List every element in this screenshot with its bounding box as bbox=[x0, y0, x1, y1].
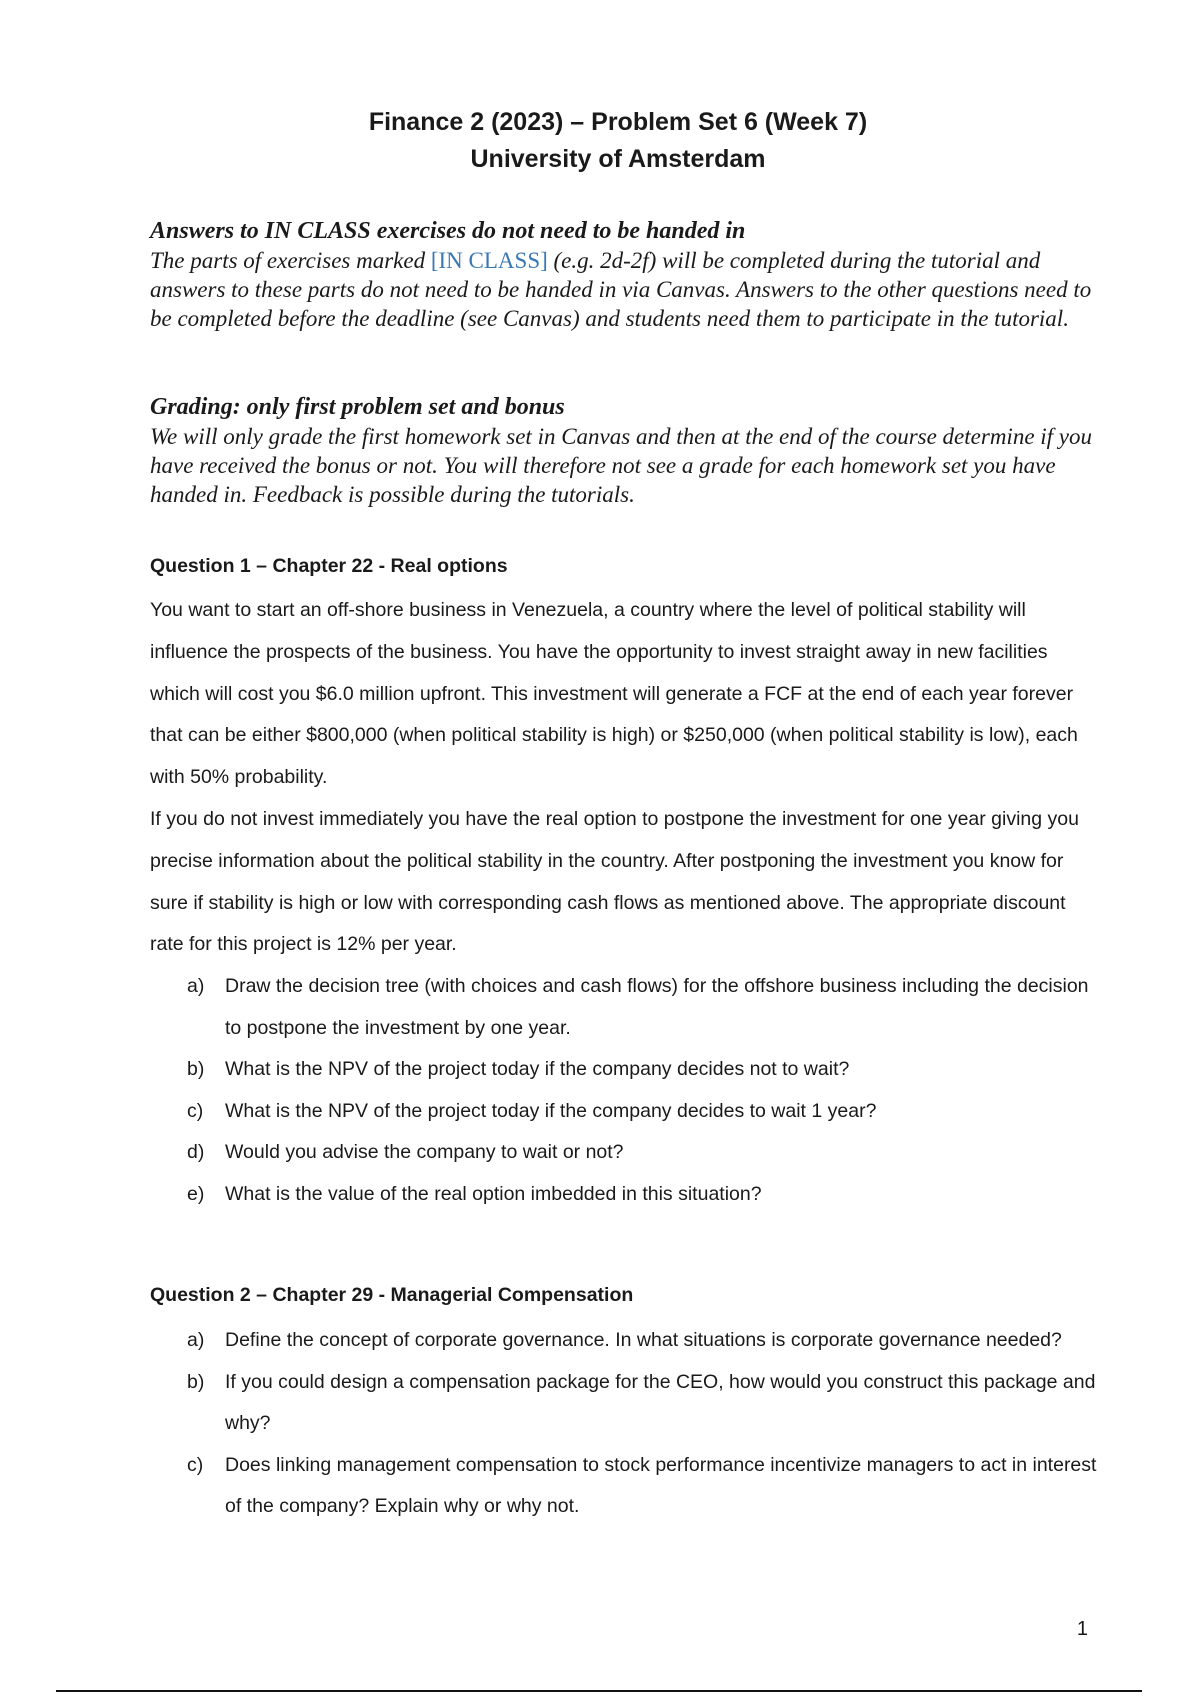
title-line-1: Finance 2 (2023) – Problem Set 6 (Week 7) bbox=[368, 108, 868, 136]
page-number: 1 bbox=[1076, 1618, 1088, 1640]
subquestion-text: Does linking management compensation to stock performance incentivize managers to act in interest of the company? Explain why or why not. bbox=[225, 1453, 1097, 1517]
subquestion-item bbox=[150, 1445, 1100, 1528]
question-2 bbox=[150, 1282, 1100, 1528]
grading-note-text: We will only grade the first homework set in Canvas and then at the end of the course determine if you have received the bonus or not. You will therefore not see a grade for each homework set you have handed in. Feedback is possible during the tutorials. bbox=[150, 424, 1093, 507]
subquestion-label: b) bbox=[187, 1370, 205, 1393]
subquestion-label: c) bbox=[187, 1099, 204, 1122]
subquestion-item bbox=[150, 1091, 1100, 1133]
subquestion-label: d) bbox=[187, 1141, 205, 1164]
subquestion-item bbox=[150, 1049, 1100, 1091]
subquestion-item bbox=[150, 1362, 1100, 1445]
subquestion-label: a) bbox=[187, 1329, 205, 1351]
subquestion-text: What is the NPV of the project today if the company decides not to wait? bbox=[225, 1058, 850, 1081]
footer-divider bbox=[56, 1690, 1142, 1692]
subquestion-text: Would you advise the company to wait or not? bbox=[225, 1141, 624, 1164]
subquestion-label: c) bbox=[187, 1453, 204, 1476]
document-title bbox=[0, 104, 1200, 178]
question-1-heading: Question 1 – Chapter 22 - Real options bbox=[150, 555, 508, 577]
subquestion-label: e) bbox=[187, 1182, 205, 1205]
question-1-subquestions bbox=[150, 966, 1100, 1215]
subquestion-item bbox=[150, 1132, 1100, 1174]
subquestion-text: What is the value of the real option imbedded in this situation? bbox=[225, 1182, 762, 1205]
subquestion-label: a) bbox=[187, 975, 205, 998]
in-class-note-text-start: The parts of exercises marked bbox=[150, 248, 431, 273]
title-line-2: University of Amsterdam bbox=[470, 145, 766, 173]
subquestion-text: If you could design a compensation package for the CEO, how would you construct this package and why? bbox=[225, 1370, 1096, 1434]
grading-note-heading: Grading: only first problem set and bonus bbox=[150, 394, 565, 420]
in-class-note-heading: Answers to IN CLASS exercises do not need to be handed in bbox=[150, 218, 746, 244]
in-class-note-text bbox=[150, 246, 1100, 333]
in-class-note-text-end: (e.g. 2d-2f) will be completed during the tutorial and answers to these parts do not need to be handed in via Canvas. Answers to the other questions need to be completed before the deadline (see Canvas) and students need them to participate in the tutorial. bbox=[150, 248, 1092, 331]
question-1-paragraph-2: If you do not invest immediately you have the real option to postpone the investment for one year giving you precise information about the political stability in the country. After postponing the investment you know for sure if stability is high or low with corresponding cash flows as mentioned above. The appropriate discount rate for this project is 12% per year. bbox=[150, 807, 1079, 956]
subquestion-text: Define the concept of corporate governance. In what situations is corporate governance needed? bbox=[225, 1329, 1062, 1351]
question-1 bbox=[150, 553, 1100, 1215]
subquestion-item bbox=[150, 1320, 1100, 1362]
subquestion-label: b) bbox=[187, 1058, 205, 1081]
question-1-paragraph-1: You want to start an off-shore business in Venezuela, a country where the level of political stability will influence the prospects of the business. You have the opportunity to invest straight away in new facilities which will cost you $6.0 million upfront. This investment will generate a FCF at the end of each year forever that can be either $800,000 (when political stability is high) or $250,000 (when political stability is low), each with 50% probability. bbox=[150, 599, 1078, 789]
question-2-heading: Question 2 – Chapter 29 - Managerial Compensation bbox=[150, 1284, 634, 1306]
grading-note bbox=[150, 392, 1100, 509]
subquestion-text: What is the NPV of the project today if the company decides to wait 1 year? bbox=[225, 1099, 877, 1122]
question-2-subquestions bbox=[150, 1320, 1100, 1528]
subquestion-item bbox=[150, 1174, 1100, 1216]
subquestion-text: Draw the decision tree (with choices and cash flows) for the offshore business including the decision to postpone the investment by one year. bbox=[225, 975, 1089, 1039]
subquestion-item bbox=[150, 966, 1100, 1049]
in-class-note bbox=[150, 216, 1100, 333]
in-class-tag: [IN CLASS] bbox=[430, 248, 548, 273]
